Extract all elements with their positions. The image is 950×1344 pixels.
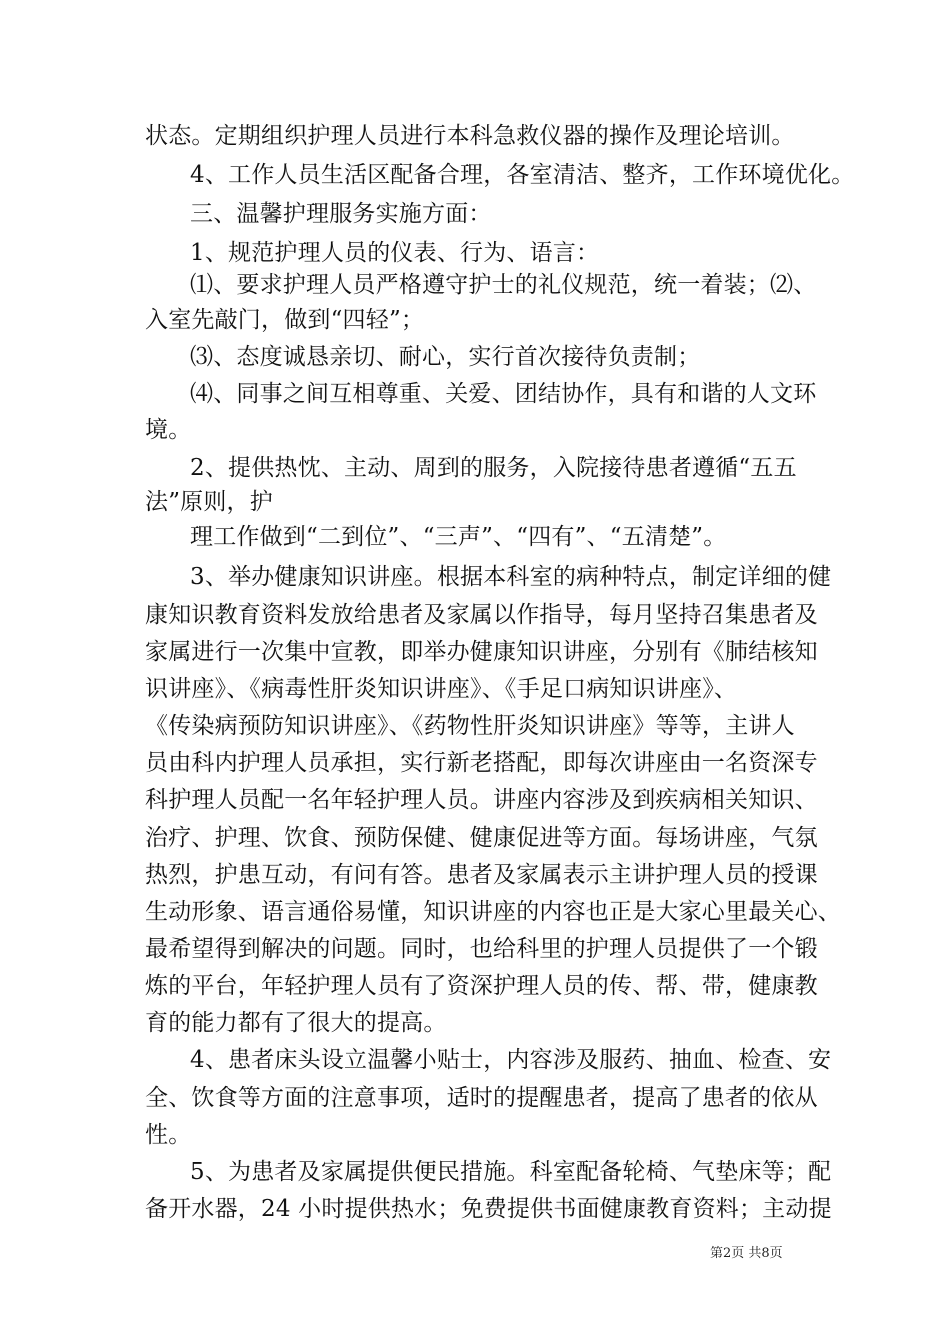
text-line: 5、为患者及家属提供便民措施。科室配备轮椅、气垫床等；配 [190, 1159, 832, 1185]
text-line: ⑶、态度诚恳亲切、耐心，实行首次接待负责制； [190, 344, 701, 370]
text-line: 热烈，护患互动，有问有答。患者及家属表示主讲护理人员的授课 [145, 862, 818, 888]
text-line: ⑴、要求护理人员严格遵守护士的礼仪规范，统一着装；⑵、 [190, 272, 817, 298]
text-line: 识讲座》、《病毒性肝炎知识讲座》、《手足口病知识讲座》、 [145, 676, 738, 702]
text-line: 入室先敲门，做到“四轻”； [145, 307, 425, 333]
text-line: 炼的平台，年轻护理人员有了资深护理人员的传、帮、带，健康教 [145, 973, 818, 999]
text-line: 1、规范护理人员的仪表、行为、语言： [190, 240, 600, 266]
text-line: 4、患者床头设立温馨小贴士，内容涉及服药、抽血、检查、安 [190, 1047, 832, 1073]
text-line: 家属进行一次集中宣教，即举办健康知识讲座，分别有《肺结核知 [145, 639, 818, 665]
text-line: 科护理人员配一名年轻护理人员。讲座内容涉及到疾病相关知识、 [145, 787, 818, 813]
text-line: 境。 [145, 417, 192, 443]
text-line: 治疗、护理、饮食、预防保健、健康促进等方面。每场讲座，气氛 [145, 825, 818, 851]
page-number: 第2页 共8页 [710, 1246, 783, 1261]
text-line: 全、饮食等方面的注意事项，适时的提醒患者，提高了患者的依从 [145, 1085, 818, 1111]
text-line: 性。 [145, 1122, 192, 1148]
text-line: 《传染病预防知识讲座》、《药物性肝炎知识讲座》等等，主讲人 [145, 713, 795, 739]
text-line: 最希望得到解决的问题。同时，也给科里的护理人员提供了一个锻 [145, 936, 818, 962]
text-line: 法”原则，护 [145, 489, 273, 515]
text-line: 状态。定期组织护理人员进行本科急救仪器的操作及理论培训。 [145, 123, 795, 149]
text-line: 2、提供热忱、主动、周到的服务，入院接待患者遵循“五五 [190, 455, 797, 481]
text-line: 生动形象、语言通俗易懂，知识讲座的内容也正是大家心里最关心、 [145, 899, 841, 925]
text-line: 3、举办健康知识讲座。根据本科室的病种特点，制定详细的健 [190, 564, 832, 590]
text-line: 三、温馨护理服务实施方面： [190, 201, 492, 227]
text-line: 员由科内护理人员承担，实行新老搭配，即每次讲座由一名资深专 [145, 750, 818, 776]
text-line: 育的能力都有了很大的提高。 [145, 1010, 447, 1036]
text-line: 康知识教育资料发放给患者及家属以作指导，每月坚持召集患者及 [145, 602, 818, 628]
text-line: 理工作做到“二到位”、“三声”、“四有”、“五清楚”。 [190, 524, 727, 550]
text-line: ⑷、同事之间互相尊重、关爱、团结协作，具有和谐的人文环 [190, 381, 817, 407]
text-line: 4、工作人员生活区配备合理，各室清洁、整齐，工作环境优化。 [190, 162, 855, 188]
text-line: 备开水器，24 小时提供热水；免费提供书面健康教育资料；主动提 [145, 1196, 832, 1222]
